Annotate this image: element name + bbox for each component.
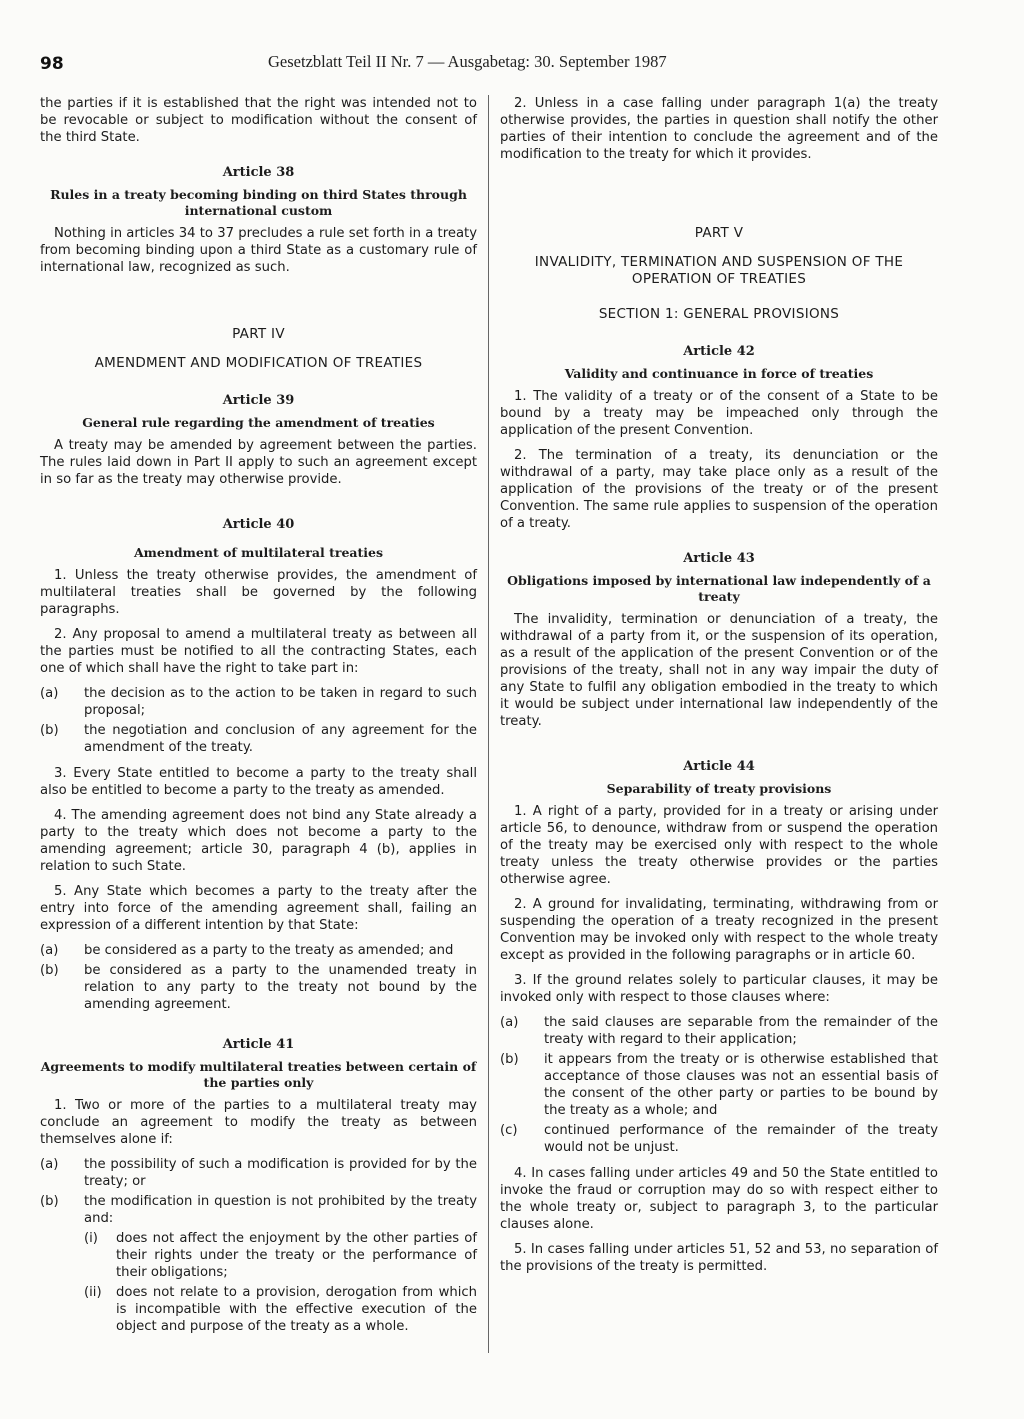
article-38-number: Article 38 [222,165,295,180]
item-text: be considered as a party to the treaty as amended; and [84,943,454,958]
item-label: (a) [40,686,59,701]
item-label: (b) [40,963,59,978]
article-43-number: Article 43 [683,551,755,566]
item-label: (ii) [84,1285,102,1300]
article-44-number: Article 44 [683,759,755,774]
article-38-text: Nothing in articles 34 to 37 precludes a rule set forth in a treaty from becoming binding upon a third State as a customary rule of international law, recognized as such. [40,226,477,275]
item-text: continued performance of the remainder of the treaty would not be unjust. [544,1123,938,1155]
article-44-para-5: 5. In cases falling under articles 51, 52 and 53, no separation of the provisions of the treaty is permitted. [500,1242,938,1274]
item-label: (b) [40,723,59,738]
article-42-number: Article 42 [683,344,755,359]
item-label: (b) [500,1052,519,1067]
item-text: the said clauses are separable from the remainder of the treaty with regard to their application; [544,1015,938,1047]
article-44-title: Separability of treaty provisions [606,781,832,796]
article-41-item-a [40,1156,477,1190]
article-42-para-1: 1. The validity of a treaty or of the consent of a State to be bound by a treaty may be impeached only through the application of the present Convention. [500,389,938,438]
item-label: (a) [40,1157,59,1172]
article-44-item-3b [500,1051,938,1119]
right-column [500,95,938,1283]
part-4-label: PART IV [232,326,285,342]
article-44-para-1: 1. A right of a party, provided for in a treaty or arising under article 56, to denounce, withdraw from or suspend the operation of the treaty may be exercised only with respect to the whole treaty unless the treaty otherwise provides or the parties otherwise agree. [500,804,938,887]
article-41-item-b-ii [40,1284,477,1335]
continuation-paragraph: the parties if it is established that the right was intended not to be revocable or subject to modification without the consent of the third State. [40,96,477,145]
article-41-title: Agreements to modify multilateral treaties between certain of the parties only [40,1059,477,1090]
article-39-title: General rule regarding the amendment of treaties [82,415,435,430]
article-40-para-4: 4. The amending agreement does not bind any State already a party to the treaty which does not become a party to the amending agreement; article 30, paragraph 4 (b), applies in relation to such State. [40,808,477,874]
article-40-item-2a [40,685,477,719]
article-38-title: Rules in a treaty becoming binding on third States through international custom [50,187,467,218]
article-40-title: Amendment of multilateral treaties [133,545,384,560]
article-40-para-1: 1. Unless the treaty otherwise provides, the amendment of multilateral treaties shall be governed by the following paragraphs. [40,568,477,617]
item-text: it appears from the treaty or is otherwise established that acceptance of those clauses was not an essential basis of the consent of the other party or parties to be bound by the treaty as a whole; and [544,1052,938,1118]
item-label: (a) [500,1015,519,1030]
running-head: Gesetzblatt Teil II Nr. 7 — Ausgabetag: 30. September 1987 [268,52,667,71]
article-42-title: Validity and continuance in force of treaties [564,366,874,381]
page-number: 98 [40,54,64,74]
article-40-item-2b [40,722,477,756]
article-40-para-3: 3. Every State entitled to become a party to the treaty shall also be entitled to become a party to the treaty as amended. [40,766,477,798]
column-divider [488,95,489,1353]
article-43-title: Obligations imposed by international law independently of a treaty [507,573,931,604]
article-41-item-b [40,1193,477,1227]
item-text: the possibility of such a modification is provided for by the treaty; or [84,1157,477,1189]
article-40-para-2: 2. Any proposal to amend a multilateral treaty as between all the parties must be notified to all the contracting States, each one of which shall have the right to take part in: [40,627,477,676]
article-42-para-2: 2. The termination of a treaty, its denunciation or the withdrawal of a party, may take place only as a result of the application of the provisions of the treaty or of the present Convention. The same rule applies to suspension of the operation of a treaty. [500,448,938,531]
article-41-para-1: 1. Two or more of the parties to a multilateral treaty may conclude an agreement to modify the treaty as between themselves alone if: [40,1098,477,1147]
item-text: be considered as a party to the unamended treaty in relation to any party to the treaty not bound by the amending agreement. [84,963,477,1012]
part-5-label: PART V [694,225,744,241]
article-40-item-5a [40,942,477,959]
item-label: (a) [40,943,59,958]
article-44-para-2: 2. A ground for invalidating, terminating, withdrawing from or suspending the operation of a treaty recognized in the present Convention may be invoked only with respect to the whole treaty except as provided in the following paragraphs or in article 60. [500,897,938,963]
part-5-title: INVALIDITY, TERMINATION AND SUSPENSION OF THE OPERATION OF TREATIES [534,254,904,287]
article-43-text: The invalidity, termination or denunciation of a treaty, the withdrawal of a party from it, or the suspension of its operation, as a result of the application of the present Convention or of the provisions of the treaty, shall not in any way impair the duty of any State to fulfil any obligation embodied in the treaty to which it would be subject under international law independently of the treaty. [500,612,938,729]
article-44-para-4: 4. In cases falling under articles 49 and 50 the State entitled to invoke the fraud or corruption may do so with respect either to the whole treaty or, subject to paragraph 3, to the particular clauses alone. [500,1166,938,1232]
article-44-item-3c [500,1122,938,1156]
item-text: the negotiation and conclusion of any agreement for the amendment of the treaty. [84,723,477,755]
article-39-number: Article 39 [222,393,295,408]
item-label: (i) [84,1231,98,1246]
article-44-item-3a [500,1014,938,1048]
item-label: (b) [40,1194,59,1209]
article-41-number: Article 41 [222,1037,295,1052]
article-40-para-5: 5. Any State which becomes a party to the treaty after the entry into force of the amending agreement shall, failing an expression of a different intention by that State: [40,884,477,933]
article-44-para-3: 3. If the ground relates solely to particular clauses, it may be invoked only with respect to those clauses where: [500,973,938,1005]
part-4-title: AMENDMENT AND MODIFICATION OF TREATIES [94,355,423,371]
item-text: the decision as to the action to be taken in regard to such proposal; [84,686,477,718]
article-39-text: A treaty may be amended by agreement between the parties. The rules laid down in Part II apply to such an agreement except in so far as the treaty may otherwise provide. [40,438,477,487]
section-1-title: SECTION 1: GENERAL PROVISIONS [598,306,840,322]
article-40-item-5b [40,962,477,1013]
item-label: (c) [500,1123,518,1138]
item-text: does not affect the enjoyment by the other parties of their rights under the treaty or the performance of their obligations; [116,1231,477,1280]
article-41-item-b-i [40,1230,477,1281]
article-40-number: Article 40 [222,517,295,532]
item-text: does not relate to a provision, derogation from which is incompatible with the effective execution of the object and purpose of the treaty as a whole. [116,1285,477,1334]
item-text: the modification in question is not prohibited by the treaty and: [84,1194,477,1226]
article-41-para-2: 2. Unless in a case falling under paragraph 1(a) the treaty otherwise provides, the parties in question shall notify the other parties of their intention to conclude the agreement and of the modification to the treaty for which it provides. [500,96,938,162]
left-column [40,95,477,1338]
